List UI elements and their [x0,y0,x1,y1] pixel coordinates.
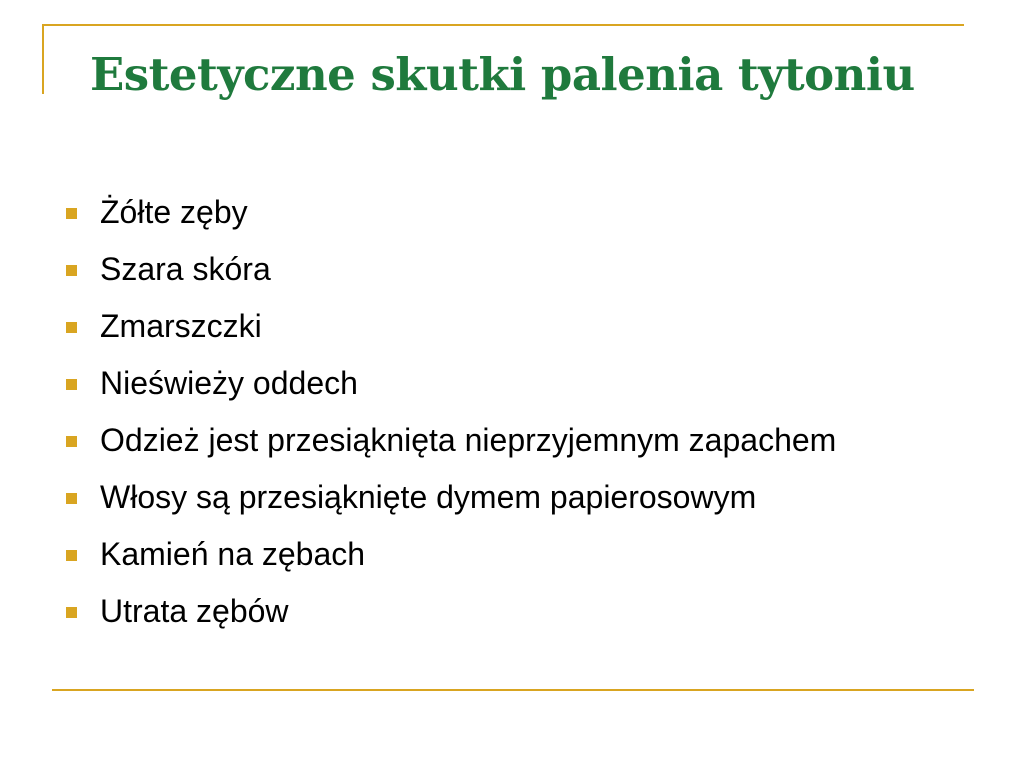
slide-title: Estetyczne skutki palenia tytoniu [90,48,915,101]
square-bullet-icon [66,493,77,504]
square-bullet-icon [66,379,77,390]
bullet-item [62,416,962,464]
bullet-item [62,530,962,578]
square-bullet-icon [66,436,77,447]
square-bullet-icon [66,208,77,219]
bullet-text: Nieświeży oddech [100,365,358,401]
bullet-item [62,188,962,236]
bullet-item [62,359,962,407]
bullet-text: Kamień na zębach [100,536,366,572]
bullet-text: Zmarszczki [100,308,262,344]
bullet-text: Żółte zęby [100,194,248,230]
square-bullet-icon [66,550,77,561]
bullet-text: Odzież jest przesiąknięta nieprzyjemnym zapachem [100,422,837,458]
bottom-divider-line [52,689,974,691]
bullet-list [62,188,962,644]
bullet-item [62,302,962,350]
bullet-text: Utrata zębów [100,593,289,629]
left-divider-line [42,24,44,94]
bullet-item [62,245,962,293]
bullet-text: Szara skóra [100,251,271,287]
bullet-item [62,473,962,521]
bullet-text: Włosy są przesiąknięte dymem papierosowym [100,479,757,515]
top-divider-line [42,24,964,26]
square-bullet-icon [66,265,77,276]
square-bullet-icon [66,607,77,618]
square-bullet-icon [66,322,77,333]
bullet-item [62,587,962,635]
